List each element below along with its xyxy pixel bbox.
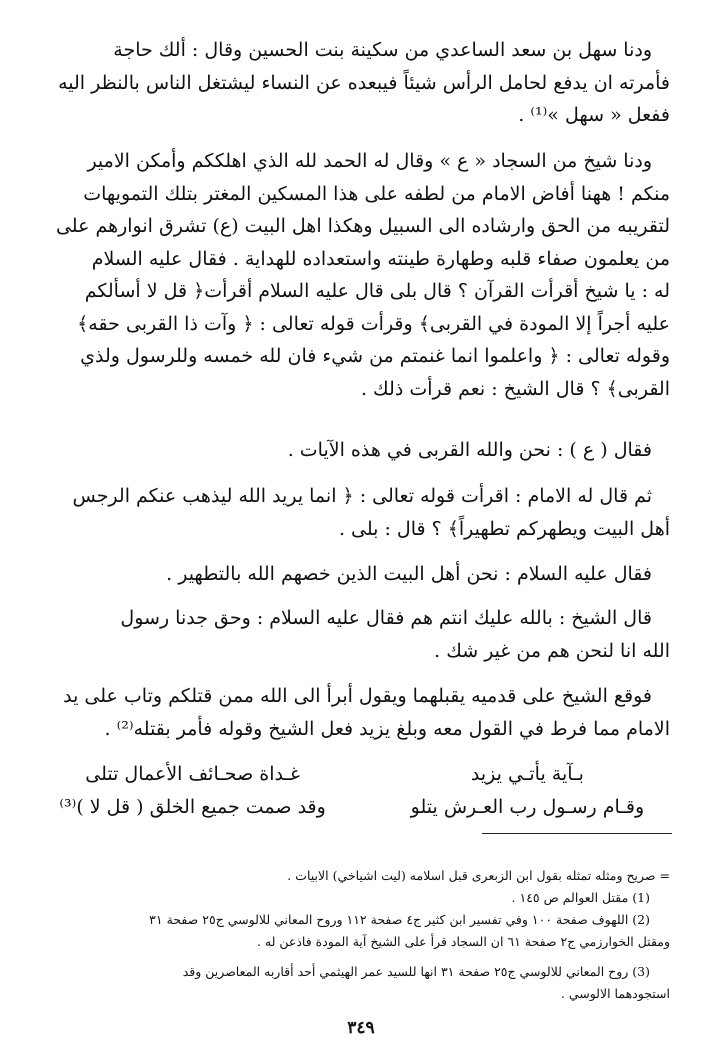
text-line: أهل البيت ويطهركم تطهيراً﴾ ؟ قال : بلى .: [338, 517, 670, 540]
verse-second-hemistich: غـداة صحـائف الأعمال تتلى: [85, 763, 300, 785]
text-line: من يعلمون صفاء قلبه وطهارة طينته واستعداده للهداية . فقال عليه السلام: [91, 247, 670, 270]
verse-first-hemistich: وقـام رسـول رب العـرش يتلو: [410, 796, 645, 818]
text-line: لتقريبه من الحق وارشاده الى السبيل وهكذا اهل البيت (ع) تشرق انوارهم على: [55, 215, 670, 237]
text-line: ثم قال له الامام : اقرأت قوله تعالى : ﴿ انما يريد الله ليذهب عنكم الرجس: [72, 485, 652, 507]
paragraph-5: [50, 558, 670, 591]
text-line: ففعل « سهل »⁽¹⁾ .: [518, 104, 670, 126]
poem-verses: [50, 758, 670, 824]
text-line: فقال عليه السلام : نحن أهل البيت الذين خصهم الله بالتطهير .: [166, 563, 652, 585]
footnote-continuation: = صريح ومثله تمثله بقول ابن الزبعرى قبل اسلامه (ليت اشياخي) الابيات .: [287, 868, 670, 883]
poem-verse: [50, 758, 670, 791]
text-line: له : يا شيخ أقرأت القرآن ؟ قال بلى قال عليه السلام أقرأت﴿ قل لا أسألكم: [84, 280, 670, 302]
text-line: القربى﴾ ؟ قال الشيخ : نعم قرأت ذلك .: [360, 377, 670, 400]
text-line: الامام مما فرط في القول معه وبلغ يزيد فعل الشيخ وقوله فأمر بقتله⁽²⁾ .: [104, 717, 670, 740]
footnote-3-continued: استجودهما الالوسي .: [560, 986, 670, 1001]
paragraph-1: [50, 34, 670, 132]
text-line: عليه أجراً إلا المودة في القربى﴾ وقرأت قوله تعالى : ﴿ وآت ذا القربى حقه﴾: [77, 312, 670, 335]
footnote-3: (3) روح المعاني للالوسي ج٢٥ صفحة ٣١ انها للسيد عمر الهيثمي أحد أقاربه المعاصرين وقد: [182, 964, 650, 979]
text-line: وقوله تعالى : ﴿ واعلموا انما غنمتم من شيء فان لله خمسه وللرسول ولذي: [80, 345, 670, 367]
paragraph-2: [50, 145, 670, 405]
text-line: الله انا لنحن هم من غير شك .: [434, 639, 670, 662]
text-line: فقال ( ع ) : نحن والله القربى في هذه الآيات .: [287, 439, 652, 461]
page-number: ٣٤٩: [347, 1018, 375, 1038]
text-line: منكم ! ههنا أفاض الامام من لطفه على هذا المسكين المغتر بتلك التمويهات: [83, 182, 670, 205]
paragraph-7: [50, 680, 670, 745]
text-line: ودنا شيخ من السجاد « ع » وقال له الحمد لله الذي اهلككم وأمكن الامير: [87, 150, 652, 172]
text-line: فأمرته ان يدفع لحامل الرأس شيئاً فيبعده عن النساء ليشتغل الناس بالنظر اليه: [58, 71, 670, 94]
verse-first-hemistich: بـآية يأتـي يزيد: [470, 763, 584, 785]
paragraph-6: [50, 602, 670, 667]
poem-verse: [50, 791, 670, 824]
paragraph-4: [50, 480, 670, 545]
footnote-2-continued: ومقتل الخوارزمي ج٢ صفحة ٦١ ان السجاد قرأ على الشيخ آية المودة فاذعن له .: [256, 934, 670, 949]
verse-second-hemistich: وقد صمت جميع الخلق ( قل لا )⁽³⁾: [59, 796, 326, 818]
text-line: ودنا سهل بن سعد الساعدي من سكينة بنت الحسين وقال : ألك حاجة: [113, 39, 652, 61]
text-line: قال الشيخ : بالله عليك انتم هم فقال عليه السلام : وحق جدنا رسول: [120, 607, 652, 629]
paragraph-3: [50, 434, 670, 467]
footnote-separator: [482, 833, 672, 834]
text-line: فوقع الشيخ على قدميه يقبلهما ويقول أبرأ الى الله ممن قتلكم وتاب على يد: [63, 685, 652, 707]
footnote-1: (1) مقتل العوالم ص ١٤٥ .: [511, 890, 650, 905]
footnote-2: (2) اللهوف صفحة ١٠٠ وفي تفسير ابن كثير ج٤ صفحة ١١٢ وروح المعاني للالوسي ج٢٥ صفحة ٣١: [149, 912, 650, 927]
